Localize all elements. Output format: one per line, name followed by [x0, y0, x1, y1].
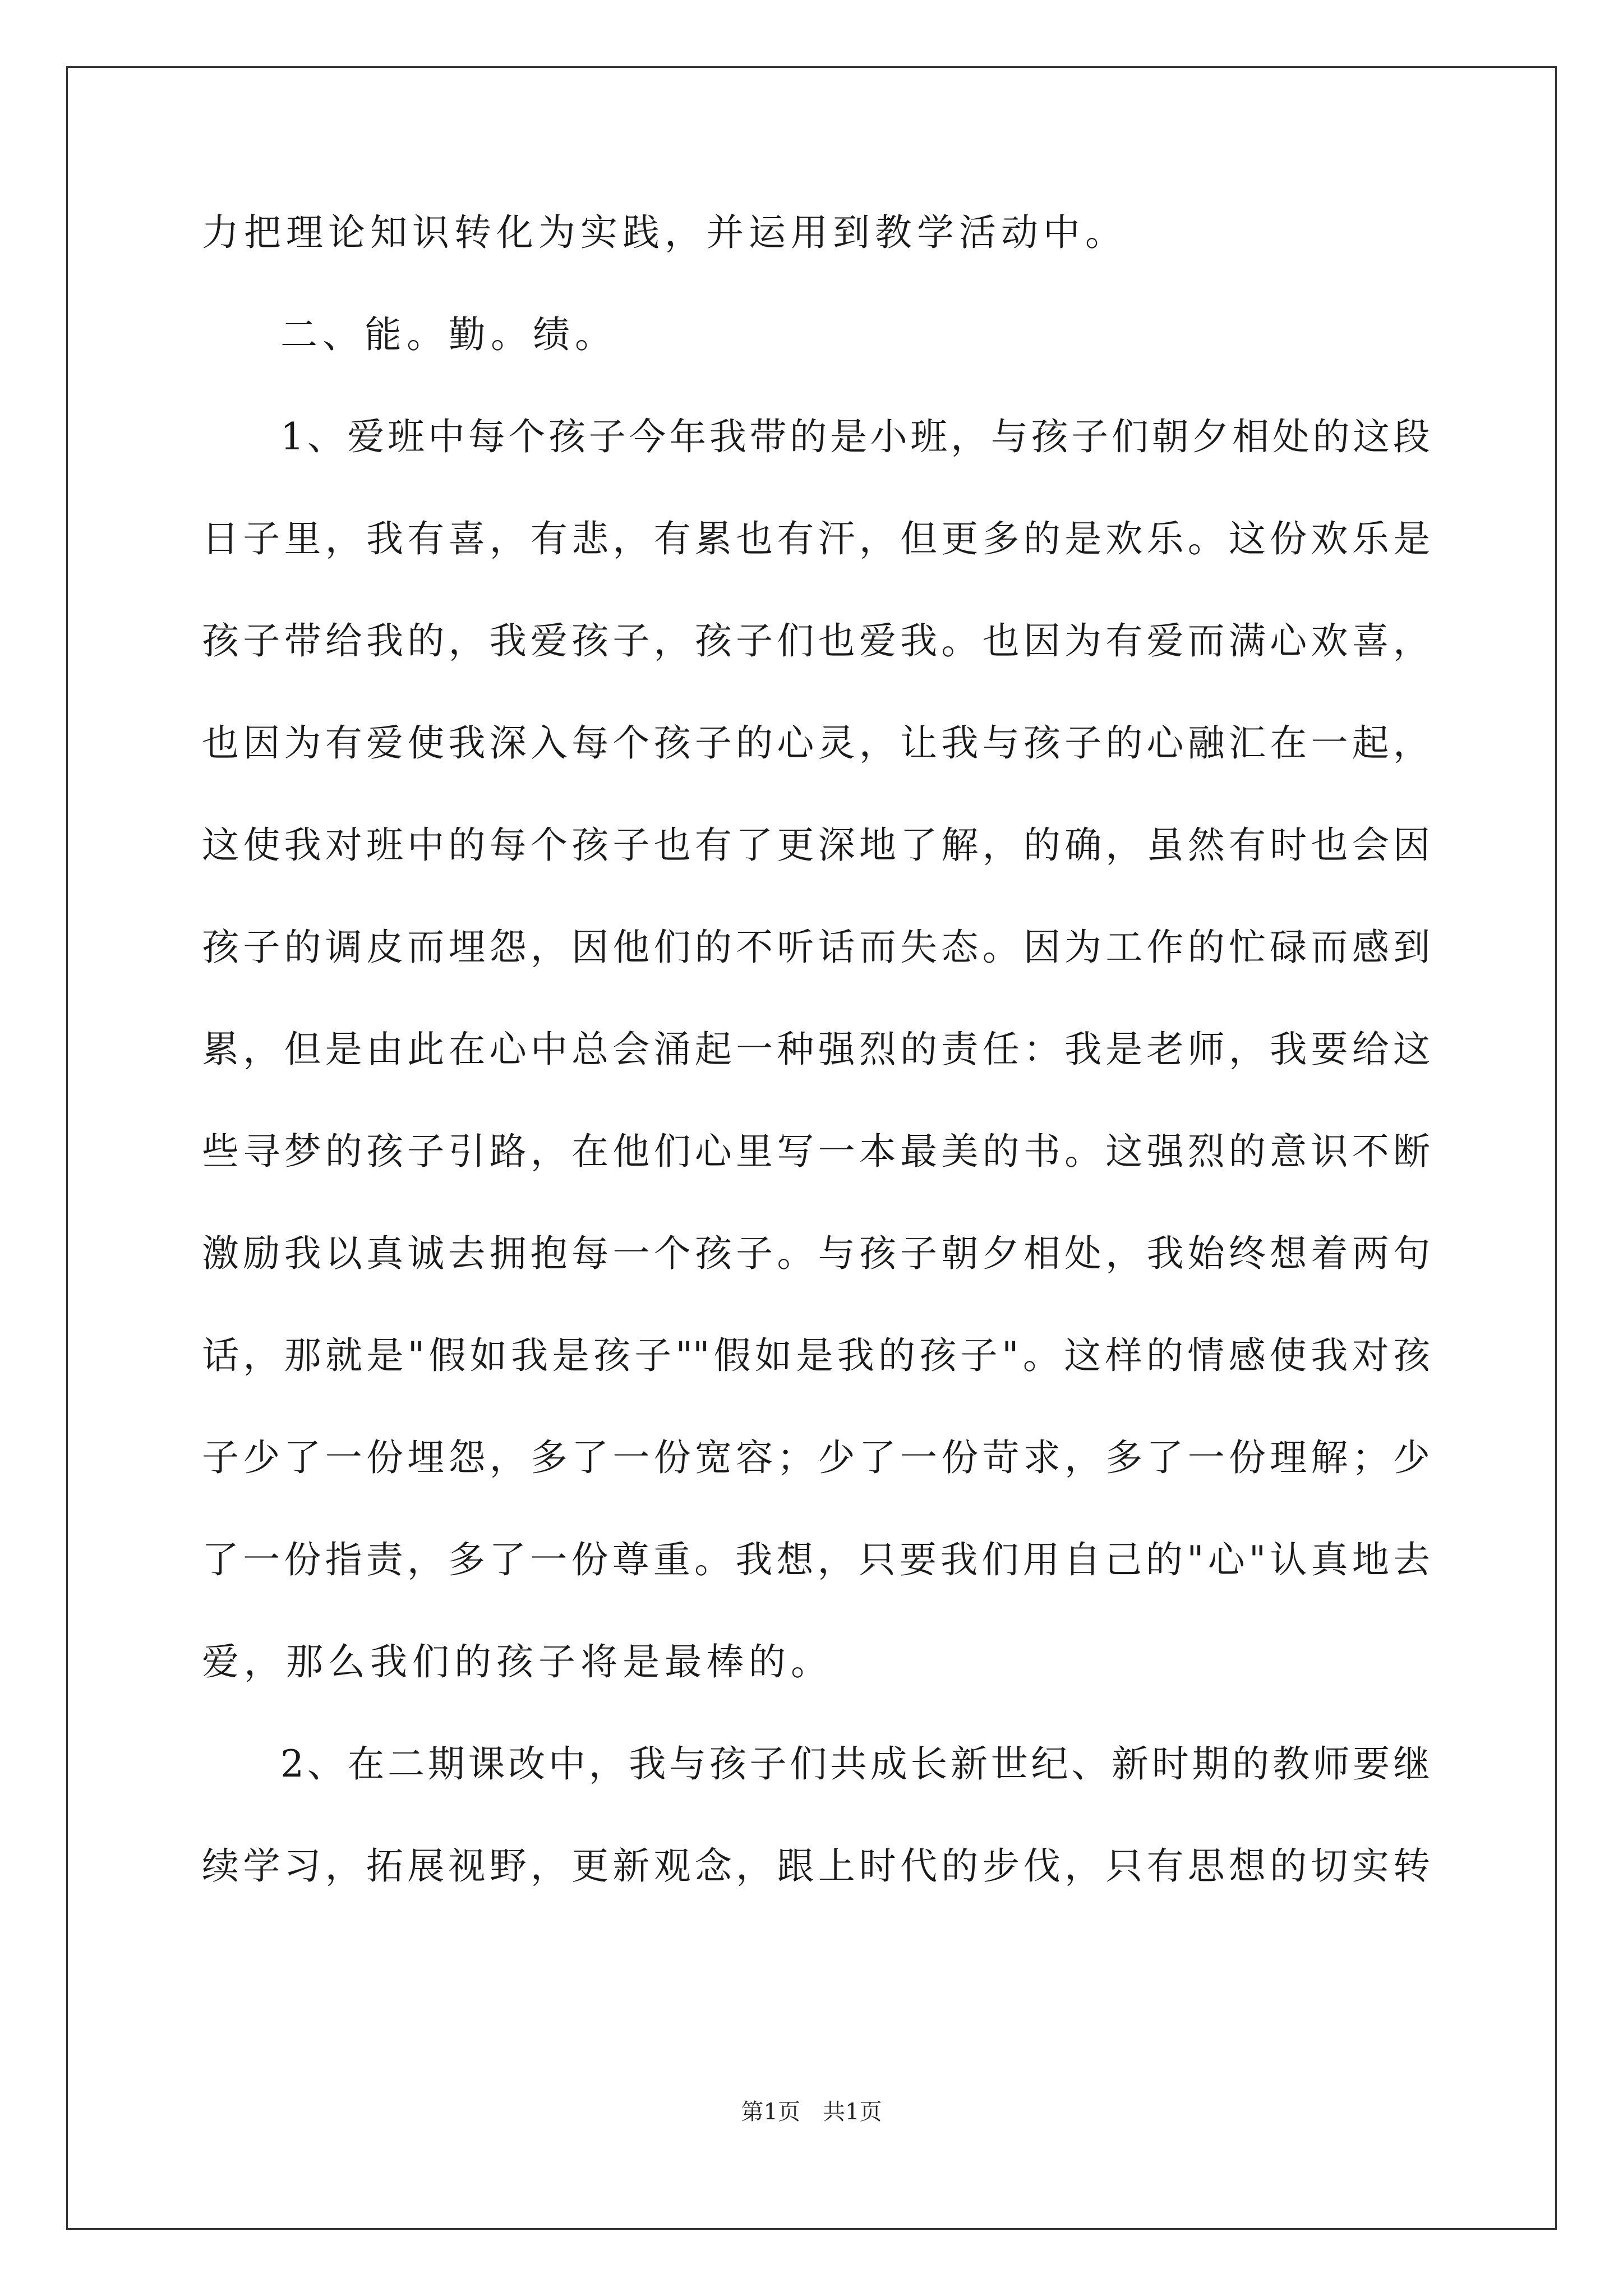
- text-line: 孩子带给我的，我爱孩子，孩子们也爱我。也因为有爱而满心欢喜，: [202, 619, 1430, 662]
- text-line: 力把理论知识转化为实践，并运用到教学活动中。: [202, 211, 1127, 254]
- text-line: 2、在二期课改中，我与孩子们共成长新世纪、新时期的教师要继: [280, 1742, 1430, 1786]
- text-line: 孩子的调皮而埋怨，因他们的不听话而失态。因为工作的忙碌而感到: [202, 926, 1430, 969]
- text-line: 也因为有爱使我深入每个孩子的心灵，让我与孩子的心融汇在一起，: [202, 721, 1430, 765]
- text-line: 爱，那么我们的孩子将是最棒的。: [202, 1640, 833, 1683]
- text-line: 子少了一份埋怨，多了一份宽容；少了一份苛求，多了一份理解；少: [202, 1436, 1430, 1479]
- page-footer: [0, 2098, 1623, 2126]
- page-number: 第1页: [741, 2099, 800, 2125]
- page-total: 共1页: [823, 2099, 882, 2125]
- text-line: 1、爱班中每个孩子今年我带的是小班，与孩子们朝夕相处的这段: [280, 415, 1430, 458]
- text-line: 日子里，我有喜，有悲，有累也有汗，但更多的是欢乐。这份欢乐是: [202, 517, 1430, 560]
- text-line: 激励我以真诚去拥抱每一个孩子。与孩子朝夕相处，我始终想着两句: [202, 1232, 1430, 1275]
- section-heading: 二、能。勤。绩。: [280, 313, 617, 356]
- text-line: 累，但是由此在心中总会涌起一种强烈的责任：我是老师，我要给这: [202, 1028, 1430, 1071]
- text-line: 了一份指责，多了一份尊重。我想，只要我们用自己的"心"认真地去: [202, 1538, 1430, 1581]
- text-line: 续学习，拓展视野，更新观念，跟上时代的步伐，只有思想的切实转: [202, 1844, 1430, 1888]
- text-line: 话，那就是"假如我是孩子""假如是我的孩子"。这样的情感使我对孩: [202, 1334, 1430, 1377]
- text-line: 这使我对班中的每个孩子也有了更深地了解，的确，虽然有时也会因: [202, 823, 1430, 867]
- text-line: 些寻梦的孩子引路，在他们心里写一本最美的书。这强烈的意识不断: [202, 1130, 1430, 1173]
